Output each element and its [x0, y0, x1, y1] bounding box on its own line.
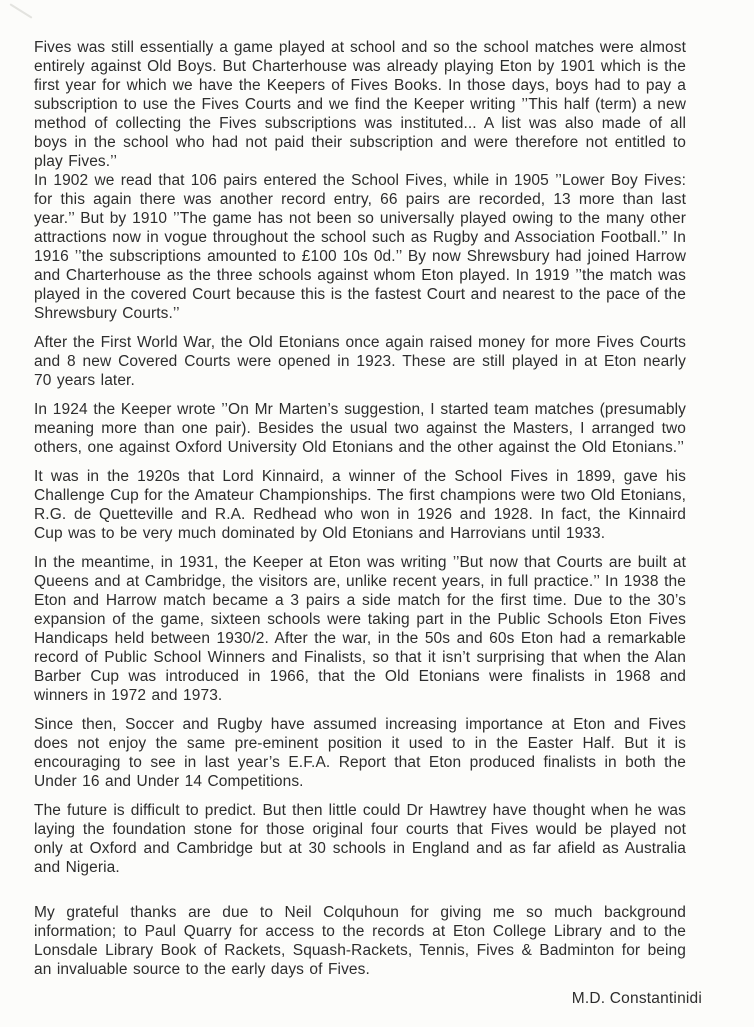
paragraph-acknowledgements: My grateful thanks are due to Neil Colquhoun for giving me so much background information; to Paul Quarry for access to the records at Eton College Library and to the Lonsdale Library Book of Rackets, Squash-Rackets, Tennis, Fives & Badminton for being an invaluable source to the early days of Fives. — [34, 904, 686, 978]
paragraph-kinnaird-cup: It was in the 1920s that Lord Kinnaird, a winner of the School Fives in 1899, gave his Challenge Cup for the Amateur Championships. The first champions were two Old Etonians, R.G. de Quetteville and R.A. Redhead who won in 1926 and 1928. In fact, the Kinnaird Cup was to be very much dominated by Old Etonians and Harrovians until 1933. — [34, 468, 686, 542]
paragraph-soccer-rugby-importance: Since then, Soccer and Rugby have assumed increasing importance at Eton and Fives does not enjoy the same pre-eminent position it used to in the Easter Half. But it is encouraging to see in last year’s E.F.A. Report that Eton produced finalists in both the Under 16 and Under 14 Competitions. — [34, 716, 686, 790]
paragraph-1902-subscriptions: In 1902 we read that 106 pairs entered the School Fives, while in 1905 ’’Lower Boy Fives: for this again there was another record entry, 66 pairs are recorded, 13 more than last year.’’ But by 1910 ’’The game has not been so universally played owing to the many other attractions now in vogue throughout the school such as Rugby and Association Football.’’ In 1916 ’’the subscriptions amounted to £100 10s 0d.’’ By now Shrewsbury had joined Harrow and Charterhouse as the three schools against whom Eton played. In 1919 ’’the match was played in the covered Court because this is the fastest Court and nearest to the pace of the Shrewsbury Courts.’’ — [34, 172, 686, 322]
article-body — [34, 38, 702, 1008]
paragraph-future-prediction: The future is difficult to predict. But then little could Dr Hawtrey have thought when he was laying the foundation stone for those original four courts that Fives would be played not only at Oxford and Cambridge but at 30 schools in England and as far afield as Australia and Nigeria. — [34, 802, 686, 876]
paragraph-1931-keeper-alan-barber-cup: In the meantime, in 1931, the Keeper at Eton was writing ’’But now that Courts are built at Queens and at Cambridge, the visitors are, unlike recent years, in full practice.’’ In 1938 the Eton and Harrow match became a 3 pairs a side match for the first time. Due to the 30’s expansion of the game, sixteen schools were taking part in the Public Schools Eton Fives Handicaps held between 1930/2. After the war, in the 50s and 60s Eton had a remarkable record of Public School Winners and Finalists, so that it isn’t surprising that when the Alan Barber Cup was introduced in 1966, that the Old Etonians were finalists in 1968 and winners in 1972 and 1973. — [34, 554, 686, 704]
paragraph-first-world-war-courts: After the First World War, the Old Etonians once again raised money for more Fives Courts and 8 new Covered Courts were opened in 1923. These are still played in at Eton nearly 70 years later. — [34, 334, 686, 389]
paragraph-1924-team-matches: In 1924 the Keeper wrote ’’On Mr Marten’s suggestion, I started team matches (presumably meaning more than one pair). Besides the usual two against the Masters, I arranged two others, one against Oxford University Old Etonians and the other against the Old Etonians.’’ — [34, 401, 686, 456]
author-signature: M.D. Constantinidi — [571, 990, 702, 1007]
scan-artifact-mark — [9, 3, 32, 18]
paragraph-fives-school-game: Fives was still essentially a game played at school and so the school matches were almost entirely against Old Boys. But Charterhouse was already playing Eton by 1901 which is the first year for which we have the Keepers of Fives Books. In those days, boys had to pay a subscription to use the Fives Courts and we find the Keeper writing ’’This half (term) a new method of collecting the Fives subscriptions was instituted... A list was also made of all boys in the school who had not paid their subscription and were therefore not entitled to play Fives.’’ — [34, 39, 686, 170]
